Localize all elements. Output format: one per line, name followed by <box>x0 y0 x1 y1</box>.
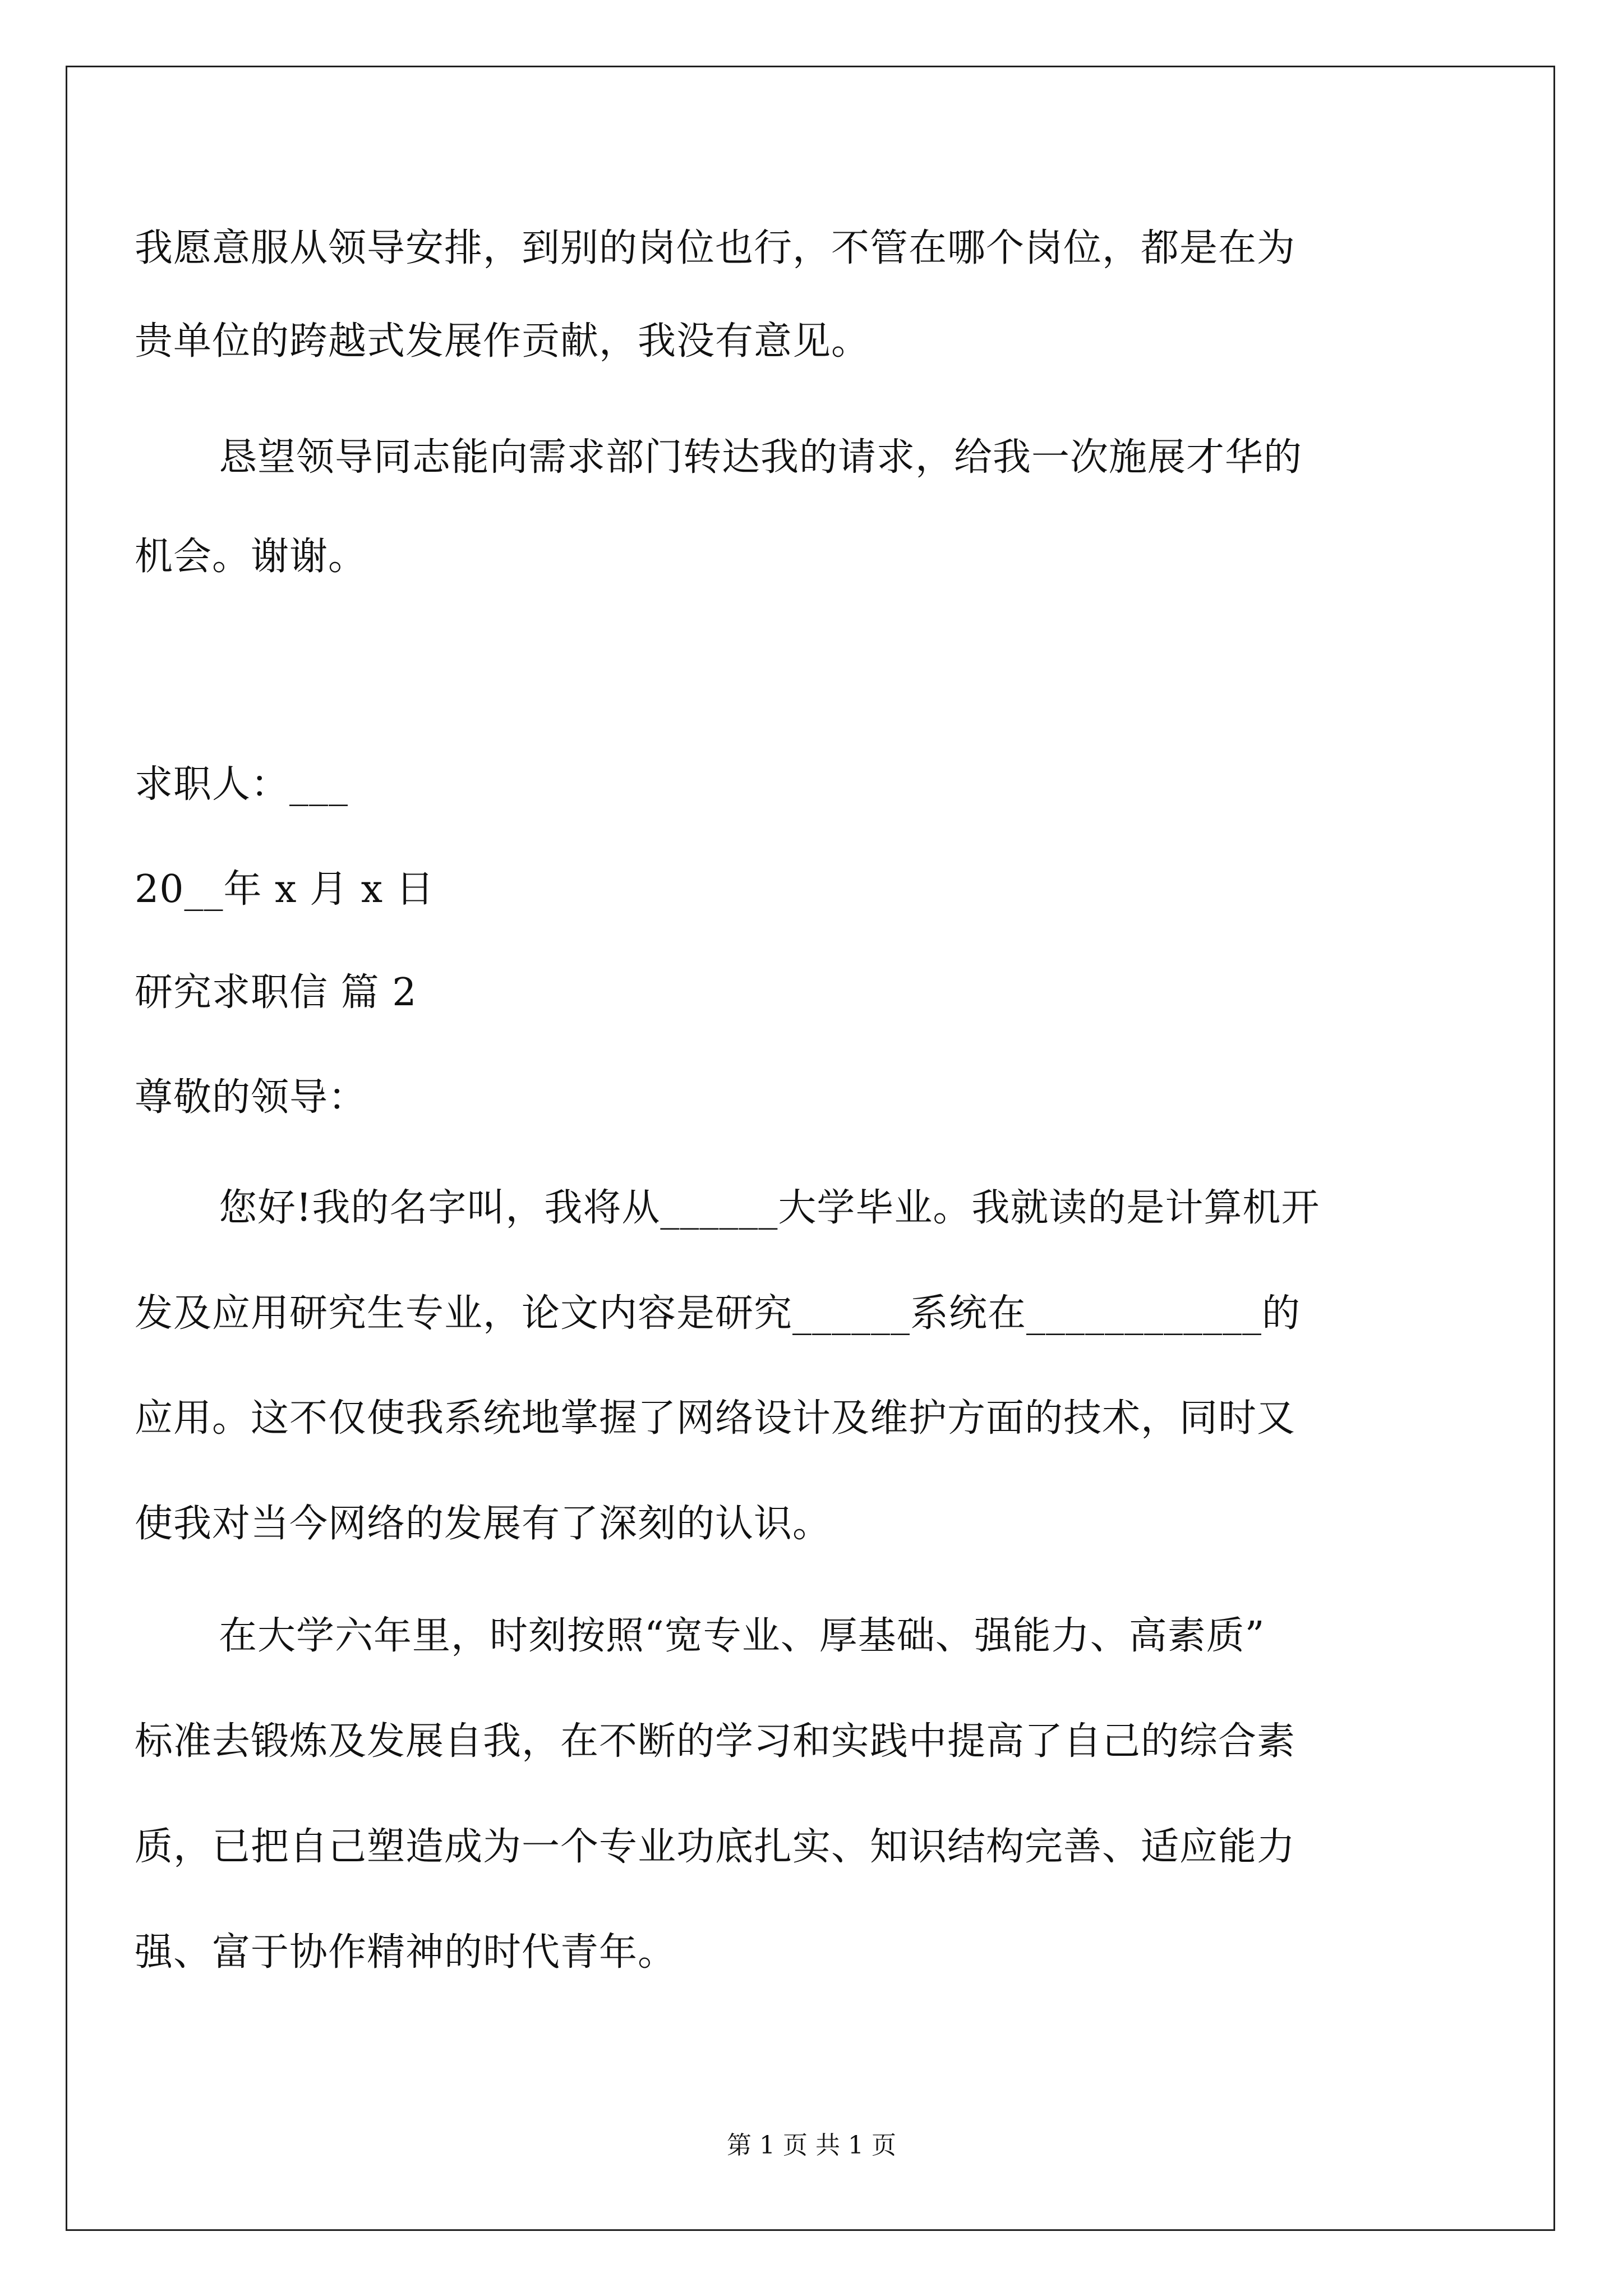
text-line: 标准去锻炼及发展自我，在不断的学习和实践中提高了自己的综合素 <box>135 1719 1296 1764</box>
text-line: 我愿意服从领导安排，到别的岗位也行，不管在哪个岗位，都是在为 <box>135 226 1296 270</box>
text-line: 机会。谢谢。 <box>135 535 367 579</box>
applicant-line: 求职人：___ <box>135 762 349 807</box>
text-line: 应用。这不仅使我系统地掌握了网络设计及维护方面的技术，同时又 <box>135 1396 1296 1441</box>
text-line: 发及应用研究生专业，论文内容是研究______系统在____________的 <box>135 1291 1301 1336</box>
date-line: 20__年 x 月 x 日 <box>135 867 435 912</box>
paragraph-start-line: 在大学六年里，时刻按照“宽专业、厚基础、强能力、高素质” <box>219 1614 1265 1658</box>
section-title: 研究求职信 篇 2 <box>135 970 417 1015</box>
paragraph-start-line: 您好!我的名字叫，我将从______大学毕业。我就读的是计算机开 <box>219 1186 1320 1230</box>
paragraph-start-line: 恳望领导同志能向需求部门转达我的请求，给我一次施展才华的 <box>219 435 1303 480</box>
text-line: 贵单位的跨越式发展作贡献，我没有意见。 <box>135 319 870 364</box>
text-line: 质，已把自己塑造成为一个专业功底扎实、知识结构完善、适应能力 <box>135 1825 1296 1869</box>
text-line: 强、富于协作精神的时代青年。 <box>135 1930 677 1975</box>
page-number-footer: 第 1 页 共 1 页 <box>727 2131 896 2160</box>
text-line: 使我对当今网络的发展有了深刻的认识。 <box>135 1502 832 1546</box>
page-border <box>66 66 1555 2231</box>
salutation: 尊敬的领导： <box>135 1075 367 1120</box>
